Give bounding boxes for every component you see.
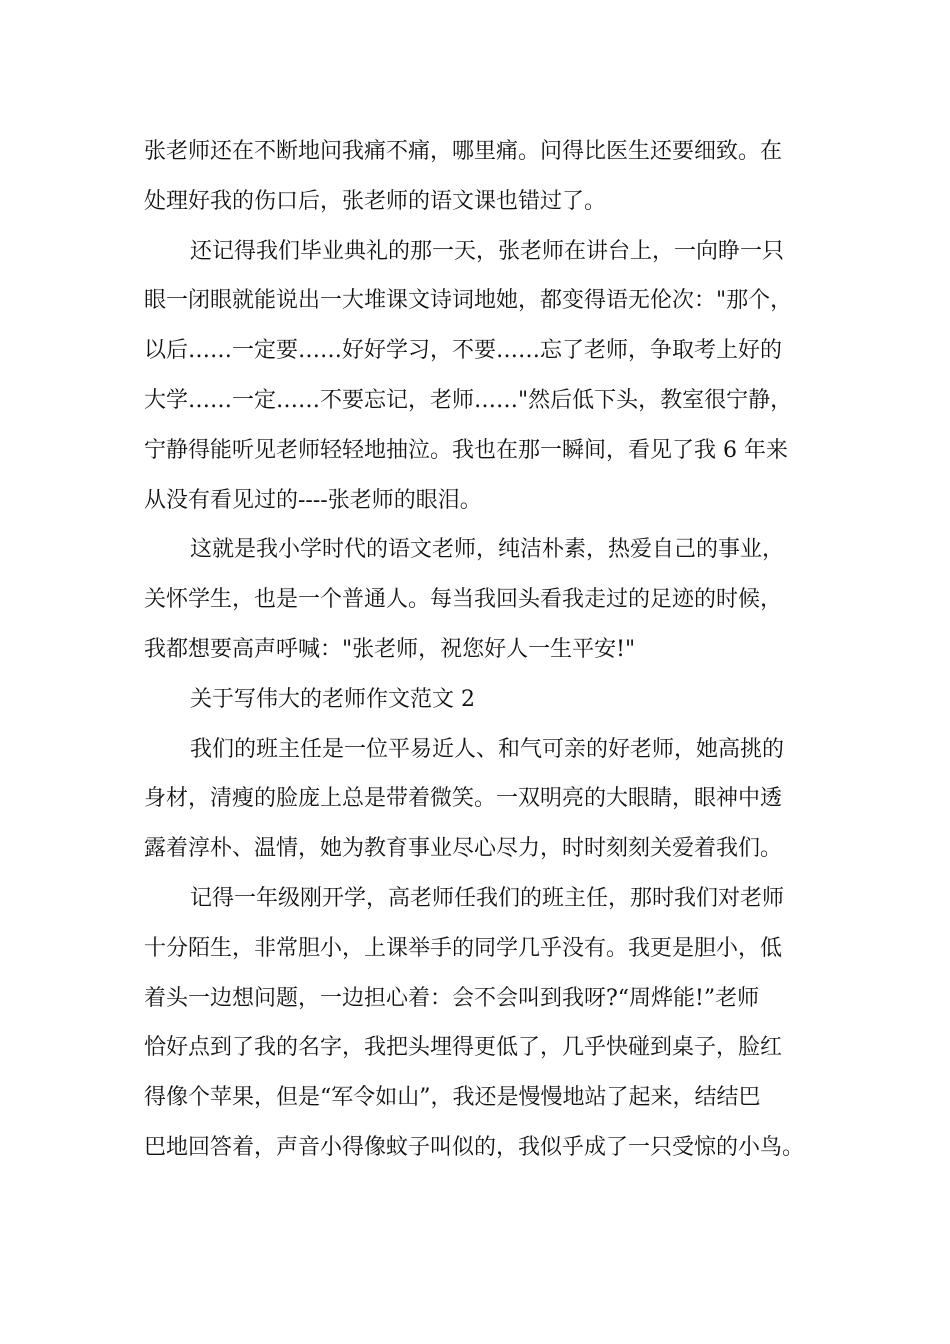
text-line: 关于写伟大的老师作文范文 2 [190,686,475,712]
text-line: 我都想要高声呼喊："张老师，祝您好人一生平安!" [144,636,636,662]
paragraph [144,227,844,526]
text-line: 十分陌生，非常胆小，上课举手的同学几乎没有。我更是胆小，低 [144,935,783,961]
text-line: 以后……一定要……好好学习，不要……忘了老师，争取考上好的 [144,338,783,364]
paragraph [144,675,844,725]
text-line: 大学……一定……不要忘记，老师……"然后低下头，教室很宁静， [144,387,793,413]
text-line: 身材，清瘦的脸庞上总是带着微笑。一双明亮的大眼睛，眼神中透 [144,786,783,812]
text-line: 得像个苹果，但是“军令如山”，我还是慢慢地站了起来，结结巴 [144,1085,761,1111]
text-line: 处理好我的伤口后，张老师的语文课也错过了。 [144,188,607,214]
text-line: 我们的班主任是一位平易近人、和气可亲的好老师，她高挑的 [190,736,785,762]
paragraph [144,127,844,227]
text-line: 恰好点到了我的名字，我把头埋得更低了，几乎快碰到桌子，脸红 [144,1035,783,1061]
text-line: 这就是我小学时代的语文老师，纯洁朴素，热爱自己的事业， [190,537,785,563]
text-line: 巴地回答着，声音小得像蚊子叫似的，我似乎成了一只受惊的小鸟。 [144,1134,805,1160]
paragraph [144,725,844,874]
text-line: 记得一年级刚开学，高老师任我们的班主任，那时我们对老师 [190,885,785,911]
text-line: 关怀学生，也是一个普通人。每当我回头看我走过的足迹的时候， [144,587,783,613]
text-line: 眼一闭眼就能说出一大堆课文诗词地她，都变得语无伦次："那个， [144,288,793,314]
paragraph [144,525,844,674]
text-line: 张老师还在不断地问我痛不痛，哪里痛。问得比医生还要细致。在 [144,139,783,164]
text-line: 露着淳朴、温情，她为教育事业尽心尽力，时时刻刻关爱着我们。 [144,836,783,862]
document-body [144,127,844,1173]
text-line: 着头一边想问题，一边担心着：会不会叫到我呀?“周烨能!”老师 [144,985,760,1011]
text-line: 还记得我们毕业典礼的那一天，张老师在讲台上，一向睁一只 [190,238,785,264]
paragraph [144,874,844,1173]
text-line: 宁静得能听见老师轻轻地抽泣。我也在那一瞬间，看见了我 6 年来 [144,437,788,463]
text-line: 从没有看见过的----张老师的眼泪。 [144,487,482,513]
